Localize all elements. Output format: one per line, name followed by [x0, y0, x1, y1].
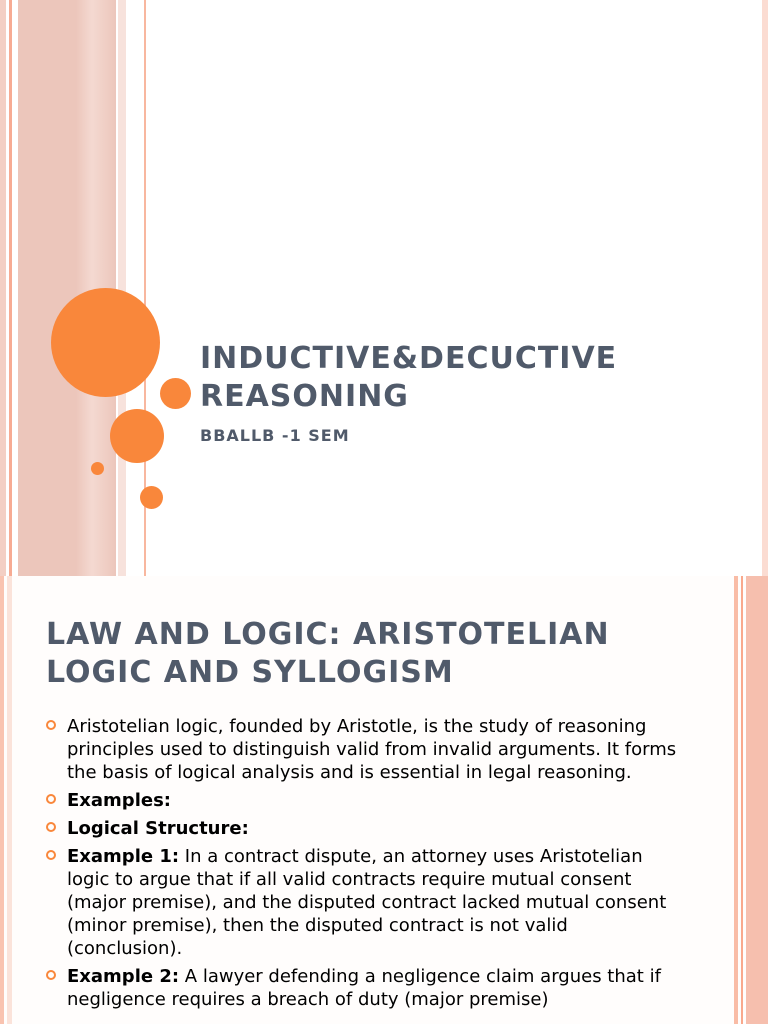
bullet-item — [46, 965, 686, 1011]
slide-subtitle: BBALLB -1 SEM — [200, 426, 350, 445]
bullet-circle-icon — [46, 970, 56, 980]
decorative-stripe — [9, 0, 12, 576]
decorative-stripe — [762, 0, 768, 576]
bullet-lead: Example 2: — [67, 966, 180, 987]
decorative-circle — [160, 378, 191, 409]
bullet-circle-icon — [46, 794, 56, 804]
bullet-list — [46, 715, 686, 1016]
bullet-circle-icon — [46, 720, 56, 730]
bullet-lead: Logical Structure: — [67, 818, 249, 839]
bullet-lead: Examples: — [67, 790, 171, 811]
content-slide — [0, 576, 768, 1024]
decorative-stripe — [746, 576, 768, 1024]
bullet-item — [46, 789, 686, 812]
decorative-stripe — [734, 576, 738, 1024]
decorative-stripe — [18, 0, 76, 576]
bullet-text: Aristotelian logic, founded by Aristotle, is the study of reasoning principles used to distinguish valid from invalid arguments. It forms the basis of logical analysis and is essential in legal reasoning. — [67, 716, 677, 783]
bullet-text: In a contract dispute, an attorney uses Aristotelian logic to argue that if all valid contracts require mutual consent (major premise), and the disputed contract lacked mutual consent (minor premise), then the disputed contract is not valid (conclusion). — [67, 846, 667, 959]
decorative-circle — [110, 409, 164, 463]
bullet-circle-icon — [46, 850, 56, 860]
decorative-stripe — [741, 576, 743, 1024]
bullet-circle-icon — [46, 822, 56, 832]
decorative-circle-small — [91, 462, 104, 475]
bullet-item — [46, 845, 686, 960]
slide-title: LAW AND LOGIC: ARISTOTELIAN LOGIC AND SYLLOGISM — [46, 617, 610, 690]
bullet-item — [46, 715, 686, 784]
decorative-circle — [140, 486, 163, 509]
decorative-stripe — [0, 576, 4, 1024]
decorative-stripe — [7, 576, 12, 1024]
decorative-stripe — [0, 0, 6, 576]
slide-title: INDUCTIVE&DECUCTIVE REASONING — [200, 341, 618, 414]
bullet-item — [46, 817, 686, 840]
bullet-text: A lawyer defending a negligence claim argues that if negligence requires a breach of duty (major premise) — [67, 966, 661, 1010]
bullet-lead: Example 1: — [67, 846, 180, 867]
decorative-circle-large — [51, 288, 160, 397]
decorative-stripe — [118, 0, 126, 576]
